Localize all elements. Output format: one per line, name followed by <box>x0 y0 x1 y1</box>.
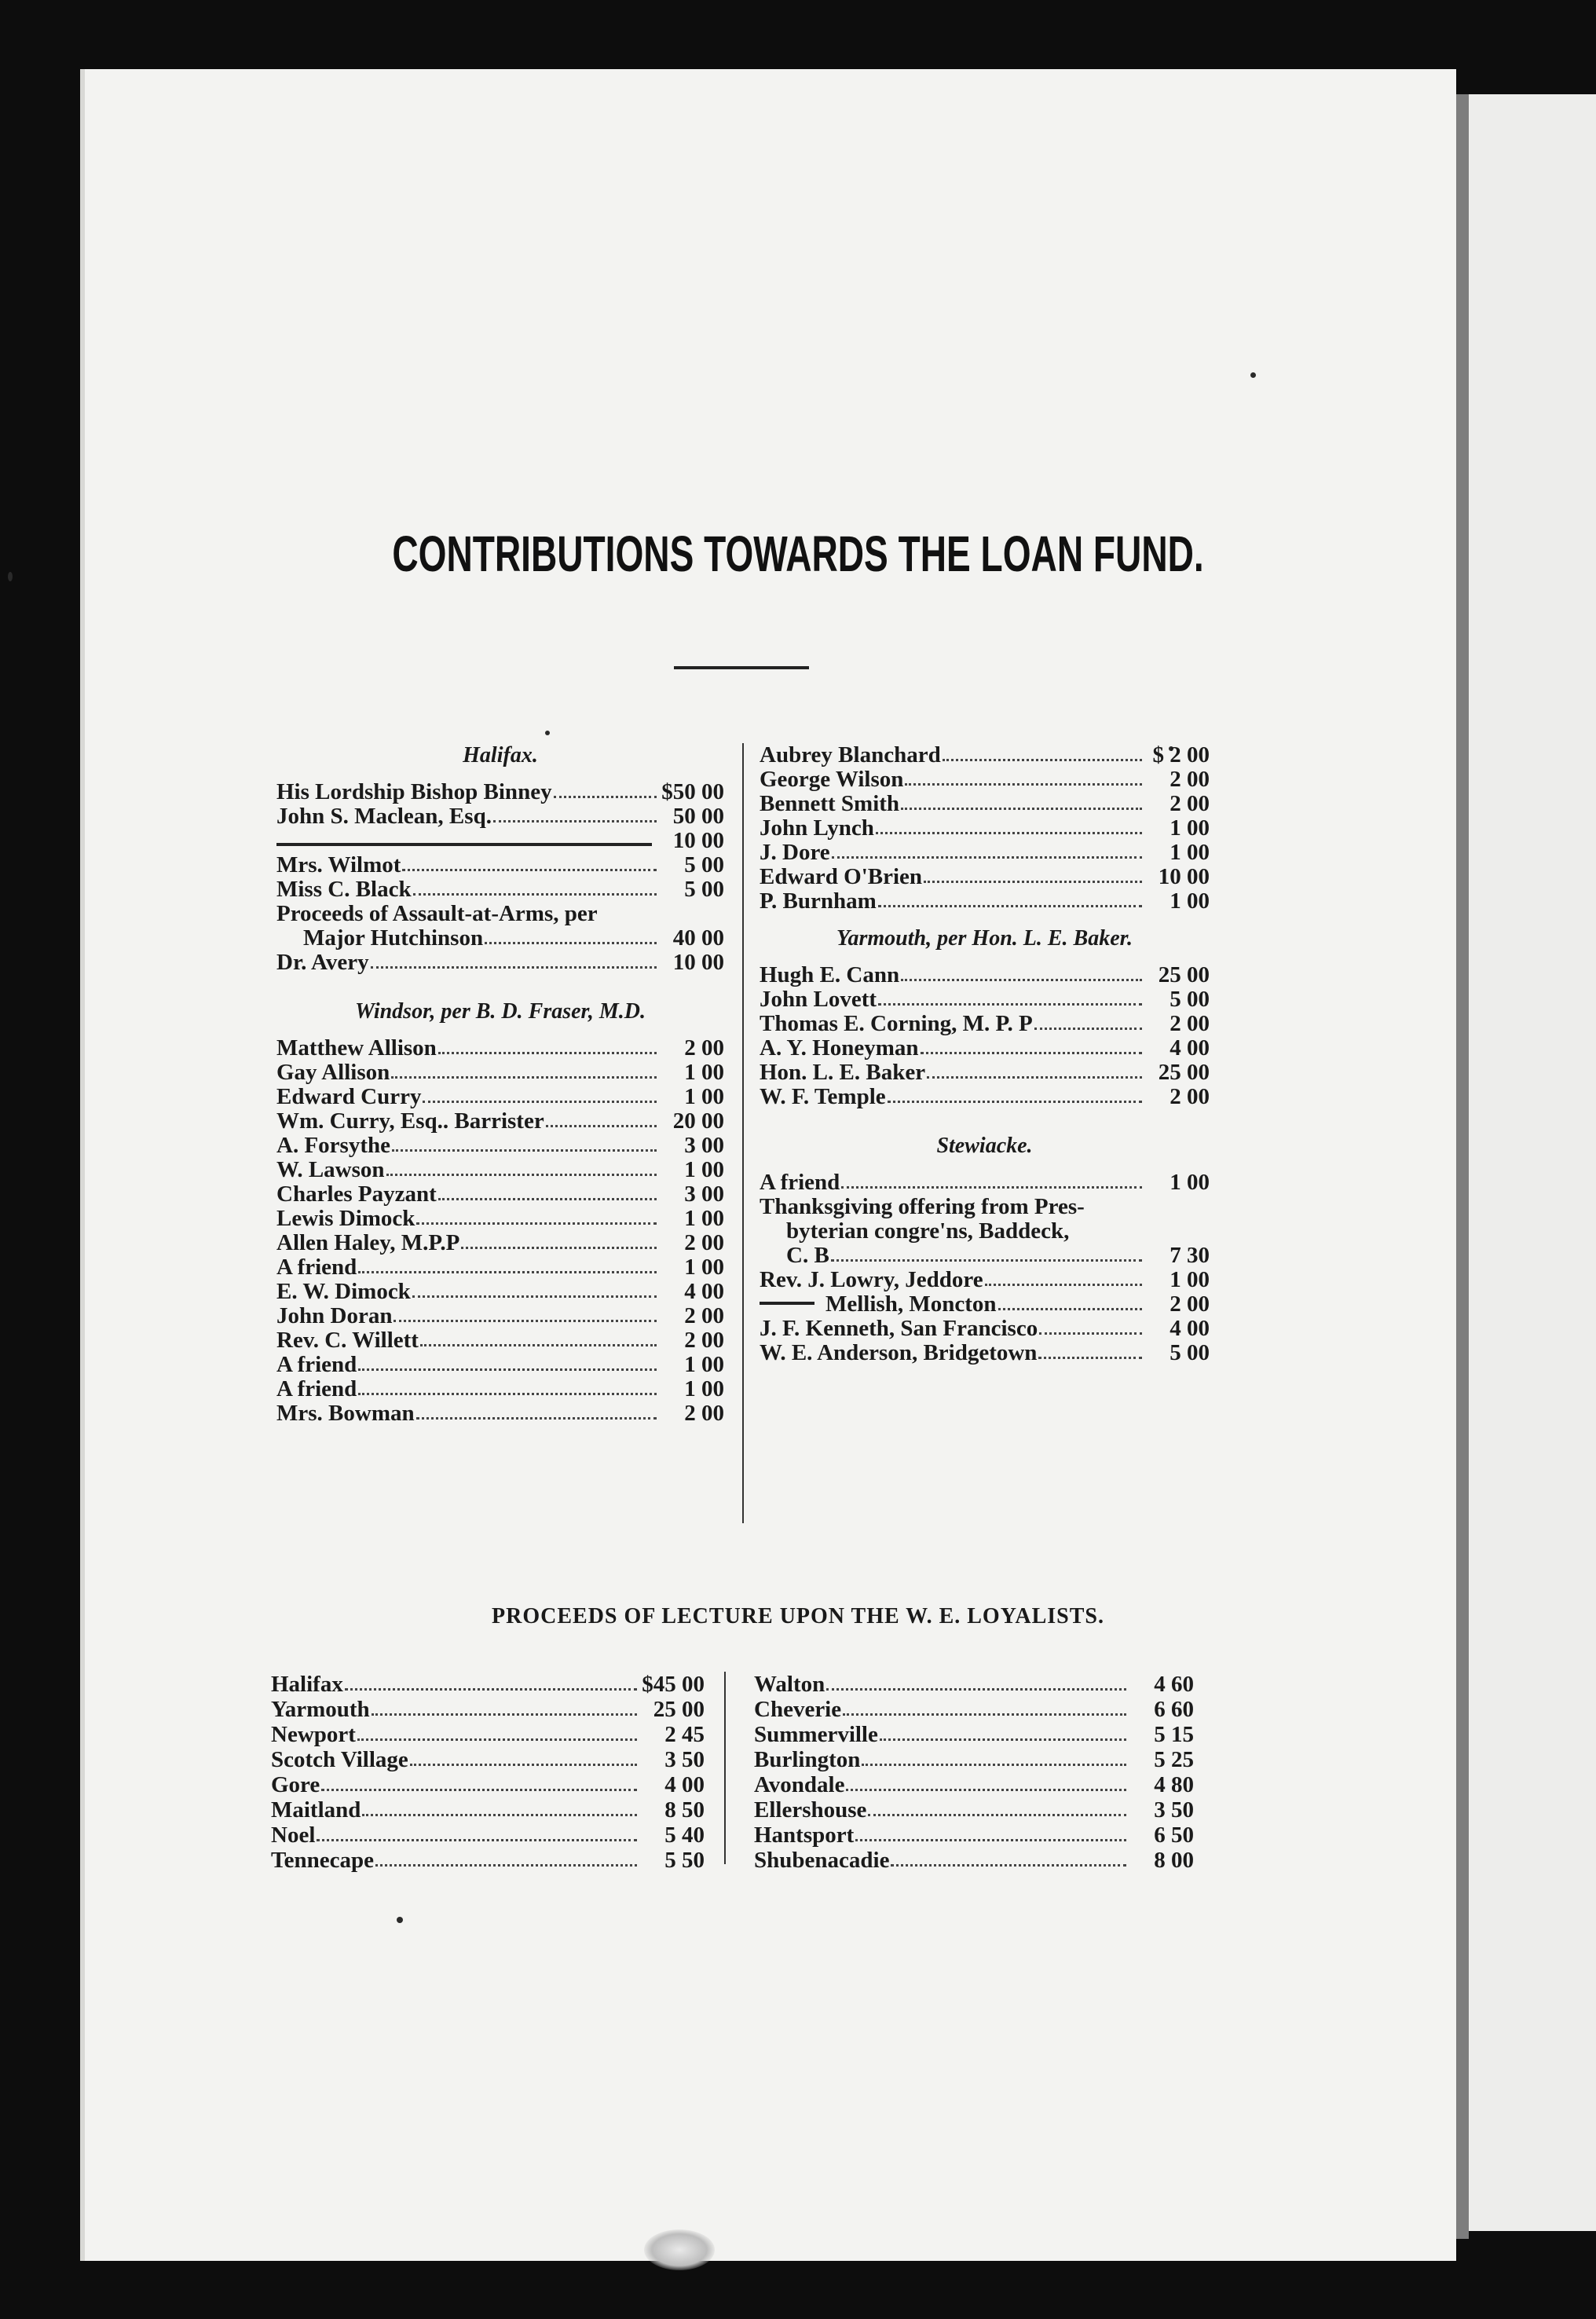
lecture-column-divider <box>724 1672 726 1864</box>
ledger-row <box>760 1341 1210 1365</box>
entry-name: A friend <box>276 1352 357 1377</box>
entry-name: Ellershouse <box>754 1797 867 1823</box>
leader-dots <box>410 1764 637 1766</box>
entry-amount: 2 00 <box>1170 767 1210 792</box>
entry-amount: 1 00 <box>1170 1267 1210 1292</box>
entry-amount: $45 00 <box>642 1672 705 1697</box>
ledger-row <box>276 1401 724 1426</box>
leader-dots <box>358 1271 657 1273</box>
ledger-row <box>760 865 1210 889</box>
entry-amount: 25 00 <box>653 1697 705 1722</box>
entry-name: Thomas E. Corning, M. P. P <box>760 1011 1033 1036</box>
leader-dots <box>392 1149 657 1152</box>
document-title: CONTRIBUTIONS TOWARDS THE LOAN FUND. <box>392 526 1204 582</box>
right-column <box>760 743 1210 1365</box>
leader-dots <box>438 1052 657 1054</box>
ledger-row <box>276 1280 724 1304</box>
entry-amount: 2 00 <box>684 1035 724 1061</box>
ledger-row <box>276 1036 724 1061</box>
leader-dots <box>901 808 1142 810</box>
entry-name: John S. Maclean, Esq. <box>276 804 492 829</box>
entry-amount: 2 00 <box>1170 1084 1210 1109</box>
ledger-row <box>760 987 1210 1012</box>
entry-amount: 2 00 <box>684 1401 724 1426</box>
entry-name: George Wilson <box>760 767 904 792</box>
entry-name: Allen Haley, M.P.P <box>276 1230 460 1255</box>
ledger-row <box>276 1134 724 1158</box>
ledger-row <box>754 1747 1194 1772</box>
entry-amount: 2 00 <box>684 1230 724 1255</box>
windsor-list <box>276 1036 724 1426</box>
halifax-list <box>276 780 724 975</box>
ledger-row <box>271 1672 705 1697</box>
entry-amount: 5 00 <box>684 877 724 902</box>
leader-dots <box>438 1198 657 1200</box>
entry-amount: 1 00 <box>684 1376 724 1401</box>
ledger-row <box>760 1085 1210 1109</box>
entry-name: John Lynch <box>760 815 874 841</box>
entry-name: Edward O'Brien <box>760 864 923 889</box>
entry-name: His Lordship Bishop Binney <box>276 779 552 804</box>
entry-amount: 5 50 <box>664 1848 705 1873</box>
leader-dots <box>358 1368 657 1371</box>
entry-amount: 4 00 <box>1170 1035 1210 1061</box>
entry-name: Tennecape <box>271 1848 375 1873</box>
entry-amount: 2 45 <box>664 1722 705 1747</box>
ledger-row <box>276 1304 724 1328</box>
ledger-row <box>754 1672 1194 1697</box>
ledger-row <box>760 768 1210 792</box>
entry-amount: 1 00 <box>1170 840 1210 865</box>
ledger-row <box>276 853 724 877</box>
ledger-row <box>754 1823 1194 1848</box>
entry-amount: 3 00 <box>684 1181 724 1207</box>
ledger-row <box>760 1268 1210 1292</box>
entry-amount: 4 00 <box>1170 1316 1210 1341</box>
entry-amount: 10 00 <box>1158 864 1210 889</box>
leader-dots <box>357 1738 637 1741</box>
leader-dots <box>878 905 1142 907</box>
section-heading-halifax: Halifax. <box>463 743 538 768</box>
leader-dots <box>1039 1332 1142 1335</box>
lecture-left-list <box>271 1672 705 1873</box>
entry-name: Rev. C. Willett <box>276 1328 419 1353</box>
entry-amount: 5 40 <box>664 1823 705 1848</box>
entry-name: John Lovett <box>760 987 877 1012</box>
entry-name: byterian congre'ns, Baddeck, <box>786 1218 1070 1244</box>
entry-name: W. Lawson <box>276 1157 385 1182</box>
leader-dots <box>832 856 1142 859</box>
entry-name: Dr. Avery <box>276 950 369 975</box>
entry-amount: 50 00 <box>672 804 724 829</box>
ledger-row <box>760 792 1210 816</box>
entry-name: Wm. Curry, Esq.. Barrister <box>276 1108 544 1134</box>
entry-amount: 25 00 <box>1158 1060 1210 1085</box>
ledger-row <box>754 1848 1194 1873</box>
ledger-row <box>276 780 724 804</box>
ledger-row <box>276 829 724 853</box>
print-speck <box>8 572 13 581</box>
ledger-row <box>760 1292 1210 1317</box>
ledger-row <box>271 1848 705 1873</box>
entry-name: A friend <box>276 1255 357 1280</box>
ledger-row <box>271 1697 705 1722</box>
print-speck <box>1250 372 1256 378</box>
leader-dots <box>461 1247 657 1249</box>
ledger-row <box>271 1747 705 1772</box>
entry-amount: 2 00 <box>1170 1291 1210 1317</box>
leader-dots <box>924 881 1142 883</box>
entry-amount: 3 50 <box>664 1747 705 1772</box>
ledger-row <box>276 1158 724 1182</box>
halifax-continued-list <box>760 743 1210 914</box>
leader-dots <box>876 832 1142 834</box>
ledger-row <box>760 816 1210 841</box>
leader-dots <box>1034 1028 1142 1030</box>
ledger-row <box>276 1231 724 1255</box>
blank-name-rule <box>276 843 652 846</box>
entry-name: Hon. L. E. Baker <box>760 1060 926 1085</box>
ledger-row <box>760 1219 1210 1244</box>
ledger-row <box>276 1207 724 1231</box>
entry-amount: 7 30 <box>1170 1243 1210 1268</box>
leader-dots <box>901 979 1142 981</box>
leader-dots <box>317 1839 637 1841</box>
entry-name: Miss C. Black <box>276 877 412 902</box>
entry-name: A friend <box>760 1170 840 1195</box>
entry-amount: 6 60 <box>1154 1697 1194 1722</box>
entry-amount: 4 60 <box>1154 1672 1194 1697</box>
entry-name: Cheverie <box>754 1697 842 1722</box>
ledger-row <box>276 1182 724 1207</box>
entry-amount: 1 00 <box>684 1157 724 1182</box>
ledger-row <box>754 1797 1194 1823</box>
entry-name: Noel <box>271 1823 316 1848</box>
leader-dots <box>412 1295 657 1298</box>
leader-dots <box>416 1417 657 1420</box>
leader-dots <box>371 966 657 969</box>
entry-name: J. F. Kenneth, San Francisco <box>760 1316 1038 1341</box>
entry-amount: 1 00 <box>684 1060 724 1085</box>
entry-amount: 6 50 <box>1154 1823 1194 1848</box>
leader-dots <box>485 942 657 944</box>
entry-amount: 8 00 <box>1154 1848 1194 1873</box>
entry-amount: 1 00 <box>684 1084 724 1109</box>
entry-name: Walton <box>754 1672 825 1697</box>
ledger-row <box>276 1255 724 1280</box>
entry-amount: 5 15 <box>1154 1722 1194 1747</box>
entry-name: Gore <box>271 1772 320 1797</box>
entry-amount: 1 00 <box>684 1255 724 1280</box>
ledger-row <box>760 1061 1210 1085</box>
ledger-row <box>760 1195 1210 1219</box>
leader-dots <box>891 1864 1126 1867</box>
ledger-row <box>760 1170 1210 1195</box>
ledger-row <box>276 804 724 829</box>
ledger-row <box>760 1317 1210 1341</box>
entry-name: Rev. J. Lowry, Jeddore <box>760 1267 983 1292</box>
entry-amount: 5 00 <box>684 852 724 877</box>
entry-name: Bennett Smith <box>760 791 900 816</box>
leader-dots <box>362 1814 637 1816</box>
leader-dots <box>394 1320 657 1322</box>
entry-name: Edward Curry <box>276 1084 422 1109</box>
entry-amount: 2 00 <box>1170 1011 1210 1036</box>
entry-amount: 25 00 <box>1158 962 1210 987</box>
entry-name: A. Forsythe <box>276 1133 390 1158</box>
entry-amount: 5 25 <box>1154 1747 1194 1772</box>
entry-name: Mrs. Bowman <box>276 1401 415 1426</box>
leader-dots <box>554 796 657 798</box>
leader-dots <box>546 1125 657 1127</box>
entry-name: Hugh E. Cann <box>760 962 900 987</box>
section-heading-windsor: Windsor, per B. D. Fraser, M.D. <box>354 999 646 1024</box>
entry-name: Matthew Allison <box>276 1035 437 1061</box>
facing-page-edge <box>1469 94 1596 2231</box>
entry-amount: 1 00 <box>1170 888 1210 914</box>
entry-amount: 2 00 <box>1170 791 1210 816</box>
print-speck <box>545 731 550 735</box>
entry-name <box>760 1292 997 1317</box>
entry-amount: 8 50 <box>664 1797 705 1823</box>
entry-name: John Doran <box>276 1303 393 1328</box>
stewiacke-list <box>760 1170 1210 1365</box>
ledger-row <box>276 1353 724 1377</box>
entry-name: Burlington <box>754 1747 861 1772</box>
ledger-row <box>276 902 724 926</box>
leader-dots <box>420 1344 657 1346</box>
entry-amount: $50 00 <box>661 779 724 804</box>
entry-name: Aubrey Blanchard <box>760 742 941 768</box>
print-speck <box>397 1917 403 1923</box>
leader-dots <box>1038 1357 1142 1359</box>
entry-amount: 10 00 <box>672 950 724 975</box>
ledger-row <box>276 877 724 902</box>
title-underline <box>674 666 809 669</box>
entry-amount: 3 00 <box>684 1133 724 1158</box>
ledger-row <box>271 1823 705 1848</box>
entry-amount: 1 00 <box>684 1206 724 1231</box>
entry-name: Mrs. Wilmot <box>276 852 401 877</box>
entry-amount: $ 2 00 <box>1152 742 1210 768</box>
entry-amount: 3 50 <box>1154 1797 1194 1823</box>
leader-dots <box>998 1308 1143 1310</box>
leader-dots <box>831 1259 1142 1262</box>
leader-dots <box>943 759 1142 761</box>
ledger-row <box>760 889 1210 914</box>
leader-dots <box>862 1764 1126 1766</box>
scan-smudge <box>644 2229 715 2270</box>
leader-dots <box>927 1076 1142 1079</box>
leader-dots <box>375 1864 637 1867</box>
leader-dots <box>321 1789 637 1791</box>
ledger-row <box>754 1722 1194 1747</box>
entry-amount: 10 00 <box>672 828 724 853</box>
entry-amount: 5 00 <box>1170 987 1210 1012</box>
leader-dots <box>846 1789 1126 1791</box>
entry-amount: 4 80 <box>1154 1772 1194 1797</box>
entry-name: Shubenacadie <box>754 1848 890 1873</box>
entry-name-text: Mellish, Moncton <box>825 1291 997 1317</box>
entry-name: Halifax <box>271 1672 343 1697</box>
entry-amount: 1 00 <box>1170 815 1210 841</box>
entry-name: P. Burnham <box>760 888 877 914</box>
ledger-row <box>760 841 1210 865</box>
entry-name: Yarmouth <box>271 1697 370 1722</box>
entry-name: E. W. Dimock <box>276 1279 411 1304</box>
leader-dots <box>878 1003 1142 1006</box>
entry-name: Gay Allison <box>276 1060 390 1085</box>
book-spine <box>1456 94 1469 2239</box>
entry-name: W. F. Temple <box>760 1084 886 1109</box>
entry-name: Avondale <box>754 1772 845 1797</box>
entry-name: Lewis Dimock <box>276 1206 415 1231</box>
lecture-right-list <box>754 1672 1194 1873</box>
leader-dots <box>841 1186 1142 1189</box>
yarmouth-list <box>760 963 1210 1109</box>
leader-dots <box>855 1839 1126 1841</box>
ledger-row <box>754 1697 1194 1722</box>
entry-name: A friend <box>276 1376 357 1401</box>
ledger-row <box>271 1722 705 1747</box>
ledger-row <box>760 1012 1210 1036</box>
leader-dots <box>413 893 657 896</box>
leader-dots <box>423 1101 657 1103</box>
entry-amount: 4 00 <box>664 1772 705 1797</box>
entry-name: Hantsport <box>754 1823 855 1848</box>
entry-amount: 2 00 <box>684 1328 724 1353</box>
entry-amount: 1 00 <box>1170 1170 1210 1195</box>
leader-dots <box>358 1393 657 1395</box>
ledger-row <box>760 963 1210 987</box>
entry-name: Major Hutchinson <box>303 925 484 951</box>
entry-name: Maitland <box>271 1797 361 1823</box>
ledger-row <box>276 951 724 975</box>
leader-dots <box>372 1713 637 1716</box>
leader-dots <box>345 1688 637 1691</box>
ledger-row <box>276 926 724 951</box>
ditto-rule <box>760 1302 814 1305</box>
entry-name: Charles Payzant <box>276 1181 437 1207</box>
entry-name: Newport <box>271 1722 356 1747</box>
ledger-row <box>276 1377 724 1401</box>
entry-name: A. Y. Honeyman <box>760 1035 919 1061</box>
entry-name: W. E. Anderson, Bridgetown <box>760 1340 1038 1365</box>
entry-name: J. Dore <box>760 840 830 865</box>
section-heading-stewiacke: Stewiacke. <box>936 1134 1033 1158</box>
column-divider <box>742 743 744 1523</box>
leader-dots <box>880 1738 1126 1741</box>
leader-dots <box>391 1076 657 1079</box>
leader-dots <box>386 1174 657 1176</box>
entry-amount: 40 00 <box>672 925 724 951</box>
entry-name: Proceeds of Assault-at-Arms, per <box>276 901 598 926</box>
entry-amount: 20 00 <box>672 1108 724 1134</box>
leader-dots <box>826 1688 1126 1691</box>
left-column <box>276 743 724 1426</box>
ledger-row <box>760 1244 1210 1268</box>
ledger-row <box>760 743 1210 768</box>
ledger-row <box>276 1109 724 1134</box>
leader-dots <box>888 1101 1142 1103</box>
section-heading-yarmouth: Yarmouth, per Hon. L. E. Baker. <box>836 926 1133 951</box>
leader-dots <box>985 1284 1142 1286</box>
ledger-row <box>754 1772 1194 1797</box>
ledger-row <box>271 1797 705 1823</box>
entry-amount: 5 00 <box>1170 1340 1210 1365</box>
entry-name: Summerville <box>754 1722 878 1747</box>
leader-dots <box>416 1222 657 1225</box>
ledger-row <box>276 1328 724 1353</box>
entry-amount: 1 00 <box>684 1352 724 1377</box>
entry-name: C. B <box>786 1243 829 1268</box>
entry-name: Scotch Village <box>271 1747 408 1772</box>
ledger-row <box>760 1036 1210 1061</box>
lecture-section-title: PROCEEDS OF LECTURE UPON THE W. E. LOYALISTS. <box>492 1604 1104 1628</box>
entry-amount: 4 00 <box>684 1279 724 1304</box>
leader-dots <box>843 1713 1126 1716</box>
leader-dots <box>921 1052 1143 1054</box>
entry-amount: 2 00 <box>684 1303 724 1328</box>
leader-dots <box>402 869 657 871</box>
ledger-row <box>271 1772 705 1797</box>
ledger-row <box>276 1085 724 1109</box>
leader-dots <box>493 820 657 822</box>
ledger-row <box>276 1061 724 1085</box>
leader-dots <box>905 783 1142 786</box>
entry-name: Thanksgiving offering from Pres- <box>760 1194 1085 1219</box>
leader-dots <box>868 1814 1126 1816</box>
